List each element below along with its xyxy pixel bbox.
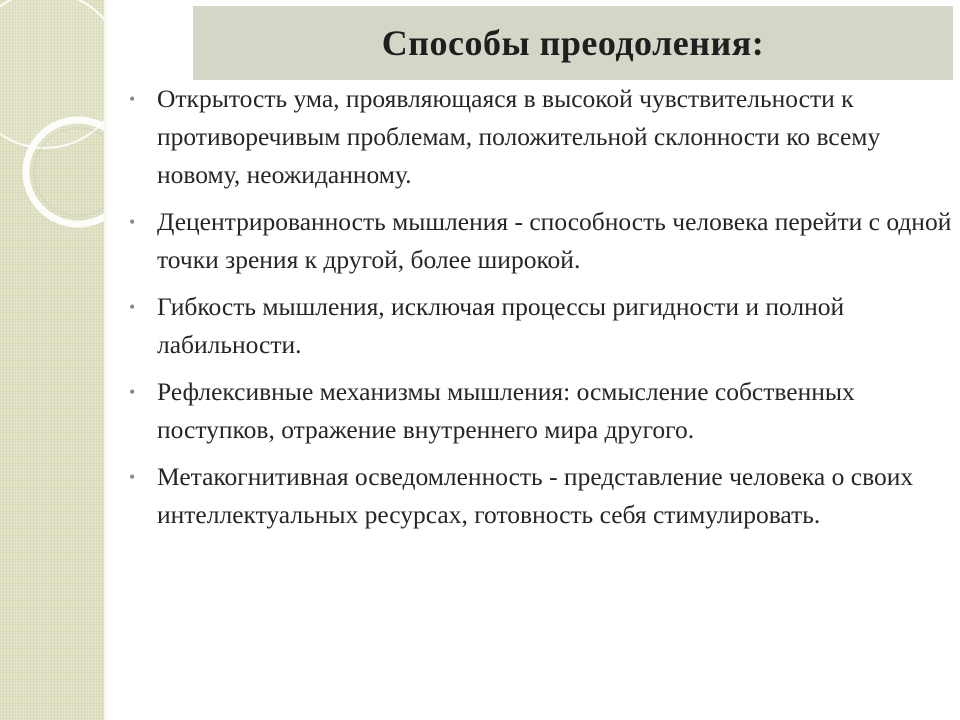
list-item bbox=[126, 458, 952, 534]
bullet-icon: • bbox=[129, 212, 136, 232]
list-item bbox=[126, 288, 952, 364]
list-item bbox=[126, 373, 952, 449]
list-item-text: Децентрированность мышления - способность человека перейти с одной точки зрения к другой, более широкой. bbox=[157, 207, 952, 274]
bullet-icon: • bbox=[129, 297, 136, 317]
decorative-side-panel bbox=[0, 0, 104, 720]
list-item bbox=[126, 80, 952, 194]
title-bar bbox=[193, 6, 953, 80]
list-item-text: Метакогнитивная осведомленность - представление человека о своих интеллектуальных ресурсах, готовность себя стимулировать. bbox=[157, 462, 914, 529]
decorative-circles bbox=[0, 0, 104, 720]
bullet-icon: • bbox=[129, 89, 136, 109]
list-item-text: Открытость ума, проявляющаяся в высокой чувствительности к противоречивым проблемам, положительной склонности ко всему новому, неожиданному. bbox=[157, 84, 881, 189]
side-panel-edge bbox=[104, 0, 108, 720]
list-item-text: Рефлексивные механизмы мышления: осмысление собственных поступков, отражение внутреннего мира другого. bbox=[157, 377, 855, 444]
bullet-icon: • bbox=[129, 382, 136, 402]
slide-title: Способы преодоления: bbox=[381, 23, 765, 63]
list-item-text: Гибкость мышления, исключая процессы ригидности и полной лабильности. bbox=[157, 292, 845, 359]
list-item bbox=[126, 203, 952, 279]
bullet-icon: • bbox=[129, 467, 136, 487]
bullet-list bbox=[126, 80, 952, 543]
